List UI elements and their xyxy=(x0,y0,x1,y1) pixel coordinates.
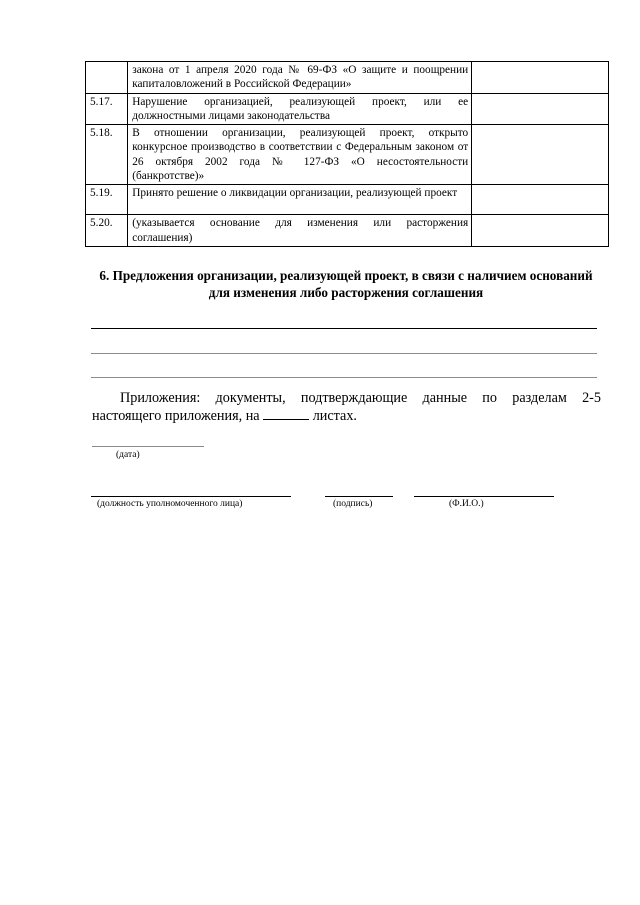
name-caption: (Ф.И.О.) xyxy=(449,499,484,509)
date-caption: (дата) xyxy=(116,450,140,460)
table-row xyxy=(86,62,609,94)
row-value-cell xyxy=(472,125,609,185)
table-row xyxy=(86,185,609,215)
appendix-paragraph xyxy=(92,389,601,425)
sheet-count-blank xyxy=(263,407,309,420)
name-line xyxy=(414,496,554,497)
section-6-title: 6. Предложения организации, реализующей проект, в связи с наличием оснований для изменения либо расторжения соглашения xyxy=(99,268,593,300)
row-number: 5.18. xyxy=(86,125,128,185)
row-text: (указывается основание для изменения или расторжения соглашения) xyxy=(128,215,472,247)
row-value-cell xyxy=(472,185,609,215)
row-value-cell xyxy=(472,93,609,125)
signature-line xyxy=(325,496,393,497)
row-number: 5.20. xyxy=(86,215,128,247)
row-value-cell xyxy=(472,62,609,94)
row-text: закона от 1 апреля 2020 года № 69-ФЗ «О защите и поощрении капиталовложений в Российской Федерации» xyxy=(128,62,472,94)
row-number xyxy=(86,62,128,94)
row-text: Принято решение о ликвидации организации, реализующей проект xyxy=(128,185,472,215)
appendix-text: Приложения: документы, подтверждающие данные по разделам 2-5 настоящего приложения, на xyxy=(92,390,601,424)
table-row xyxy=(86,125,609,185)
row-text: В отношении организации, реализующей проект, открыто конкурсное производство в соответствии с Федеральным законом от 26 октября 2002 года № 127-ФЗ «О несостоятельности (банкротстве)» xyxy=(128,125,472,185)
answer-line xyxy=(91,328,597,329)
answer-line xyxy=(91,353,597,354)
row-value-cell xyxy=(472,215,609,247)
date-line xyxy=(92,446,204,447)
row-text: Нарушение организацией, реализующей проект, или ее должностными лицами законодательства xyxy=(128,93,472,125)
table-row xyxy=(86,215,609,247)
grounds-table xyxy=(85,61,609,247)
appendix-text-end: листах. xyxy=(309,408,357,424)
answer-line xyxy=(91,377,597,378)
row-number: 5.19. xyxy=(86,185,128,215)
position-line xyxy=(91,496,291,497)
signature-caption: (подпись) xyxy=(333,499,373,509)
table-row xyxy=(86,93,609,125)
row-number: 5.17. xyxy=(86,93,128,125)
position-caption: (должность уполномоченного лица) xyxy=(97,499,243,509)
